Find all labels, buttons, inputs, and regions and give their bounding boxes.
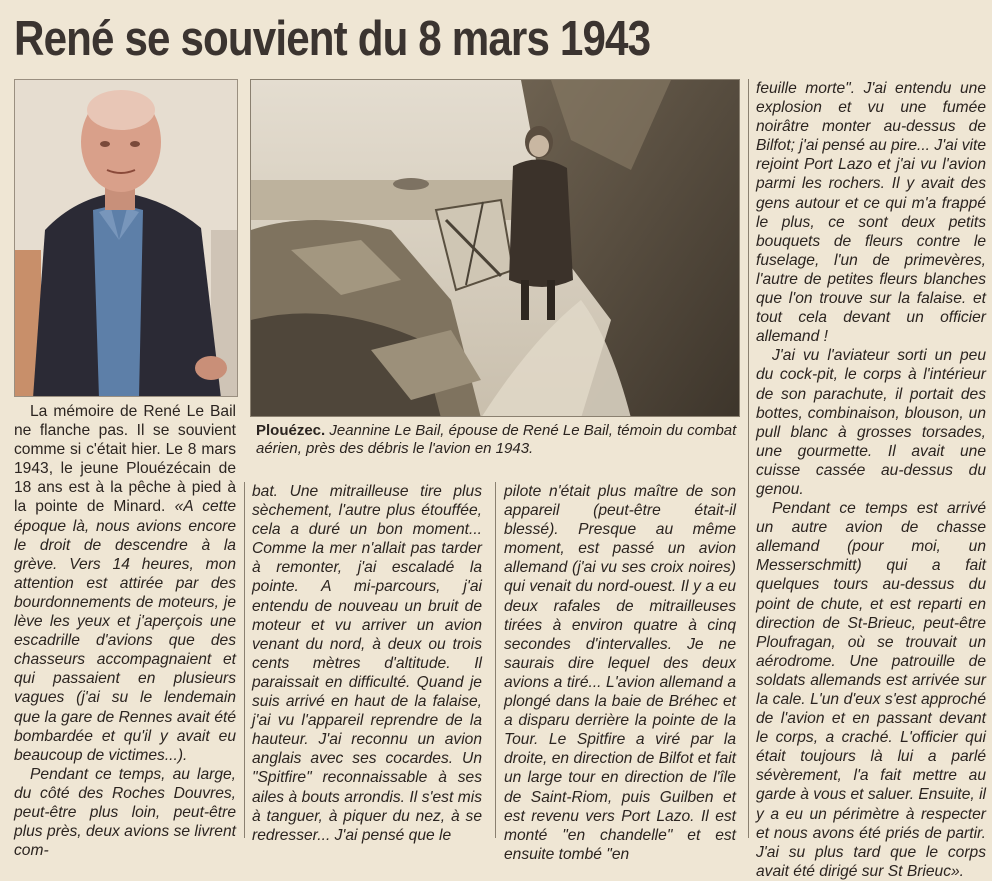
intro-paragraph — [14, 402, 236, 765]
column-4-paragraph-3 — [756, 499, 986, 881]
column-4-paragraph-2 — [756, 346, 986, 499]
scene-illustration — [251, 80, 740, 417]
article-column-3 — [504, 482, 736, 864]
article-column-4 — [756, 79, 986, 881]
column-divider — [244, 482, 245, 838]
crash-site-photo — [250, 79, 740, 417]
article-column-1 — [14, 402, 236, 860]
paragraph-2-text: Pendant ce temps, au large, du côté des Roches Douvres, peut-être plus loin, peut-être plus près, deux avions se livrent com- — [14, 765, 236, 860]
caption-place: Plouézec. — [256, 422, 326, 439]
column-2-text — [252, 482, 482, 845]
column-divider — [495, 482, 496, 838]
photo-caption — [256, 422, 742, 458]
portrait-photo — [14, 79, 238, 397]
quote-start: «A cette époque là, nous avions encore le droit de descendre à la grève. Vers 14 heures, mon attention est attirée par des bourdonnements de moteurs, je lève les yeux et j'aperçois une escadrille d'avions que des chasseurs accompagnaient et qui passaient en plusieurs vagues (j'ai su le lendemain que la gare de Rennes avait été bombardée et qu'il y avait eu beaucoup de victimes...). — [14, 498, 237, 764]
intro-text: La mémoire de René Le Bail ne flanche pas. Il se souvient comme si c'était hier. Le 8 mars 1943, le jeune Plouézécain de 18 ans est à la pêche à pied à la pointe de Minard. — [14, 403, 236, 516]
caption-text: Jeannine Le Bail, épouse de René Le Bail, témoin du combat aérien, près des débris le l'avion en 1943. — [256, 422, 737, 457]
portrait-illustration — [15, 80, 238, 397]
column-3-text — [504, 482, 736, 864]
column-4-text-3: Pendant ce temps est arrivé un autre avion de chasse allemand (pour moi, un Messerschmitt) qui a fait quelques tours au-dessus du point de chute, et est reparti en direction de St-Brieuc, peut-être Ploufragan, où se trouvait un aérodrome. Une patrouille de soldats allemands est arrivée sur la cale. L'un d'eux s'est approché de l'avion et en passant devant le corps, a craché. L'officier qui était toujours là lui a parlé sévèrement, l'a fait mettre au garde à vous et saluer. Ensuite, il y a eu un périmètre à respecter et nous avons été priés de partir. J'ai su plus tard que le corps avait été dirigé sur St Brieuc». — [756, 500, 986, 880]
article-headline: René se souvient du 8 mars 1943 — [14, 12, 651, 66]
column-divider — [748, 79, 749, 838]
column-4-text-2: J'ai vu l'aviateur sorti un peu du cock-pit, le corps à l'intérieur de son parachute, il portait des bottes, combinaison, blouson, un pull blanc à grosses torsades, une gourmette. Il avait une cuisse cassée au-dessus du genou. — [756, 347, 986, 498]
column-2-quote: bat. Une mitrailleuse tire plus sèchement, l'autre plus étouffée, cela a duré un bon moment... Comme la mer n'allait pas tarder à remonter, j'ai escaladé la pointe. A mi-parcours, j'ai entendu de nouveau un bruit de moteur et vu arriver un avion venant du nord, à deux ou trois cents mètres d'altitude. Il paraissait en difficulté. Quand je suis arrivé en haut de la falaise, j'ai vu l'appareil reprendre de la hauteur. J'ai reconnu un avion anglais avec ses cocardes. Un "Spitfire" reconnaissable à ses ailes à bouts arrondis. Il s'est mis à tanguer, à piquer du nez, à se redresser... J'ai pensé que le — [252, 483, 482, 844]
column-4-text-1: feuille morte". J'ai entendu une explosion et vu une fumée noirâtre monter au-dessus de Bilfot; j'ai pensé au pire... J'ai vite rejoint Port Lazo et j'ai vu l'avion parmi les rochers. Il y avait des gens autour et ce qui m'a frappé le plus, ce sont deux petits bouquets de fleurs contre le fuselage, l'un de primevères, l'autre de petites fleurs blanches que l'on trouve sur la falaise. et tout cela devant un officier allemand ! — [756, 80, 986, 346]
column-4-paragraph-1 — [756, 79, 986, 346]
article-column-2 — [252, 482, 482, 845]
column-3-quote: pilote n'était plus maître de son appareil (peut-être était-il blessé). Presque au même moment, est passé un avion allemand (j'ai vu ses croix noires) qui venait du nord-ouest. Il y a eu deux rafales de mitrailleuses tirées à environ quatre à cinq secondes d'intervalles. Je ne saurais dire lequel des deux avions a tiré... L'avion allemand a plongé dans la baie de Bréhec et a disparu derrière la pointe de la Tour. Le Spitfire a viré par la droite, en direction de Bilfot et fait un large tour en direction de l'île de Saint-Riom, puis Guilben et est revenu vers Port Lazo. Il est monté "en chandelle" et est ensuite tombé "en — [504, 483, 736, 863]
paragraph-2 — [14, 765, 236, 860]
